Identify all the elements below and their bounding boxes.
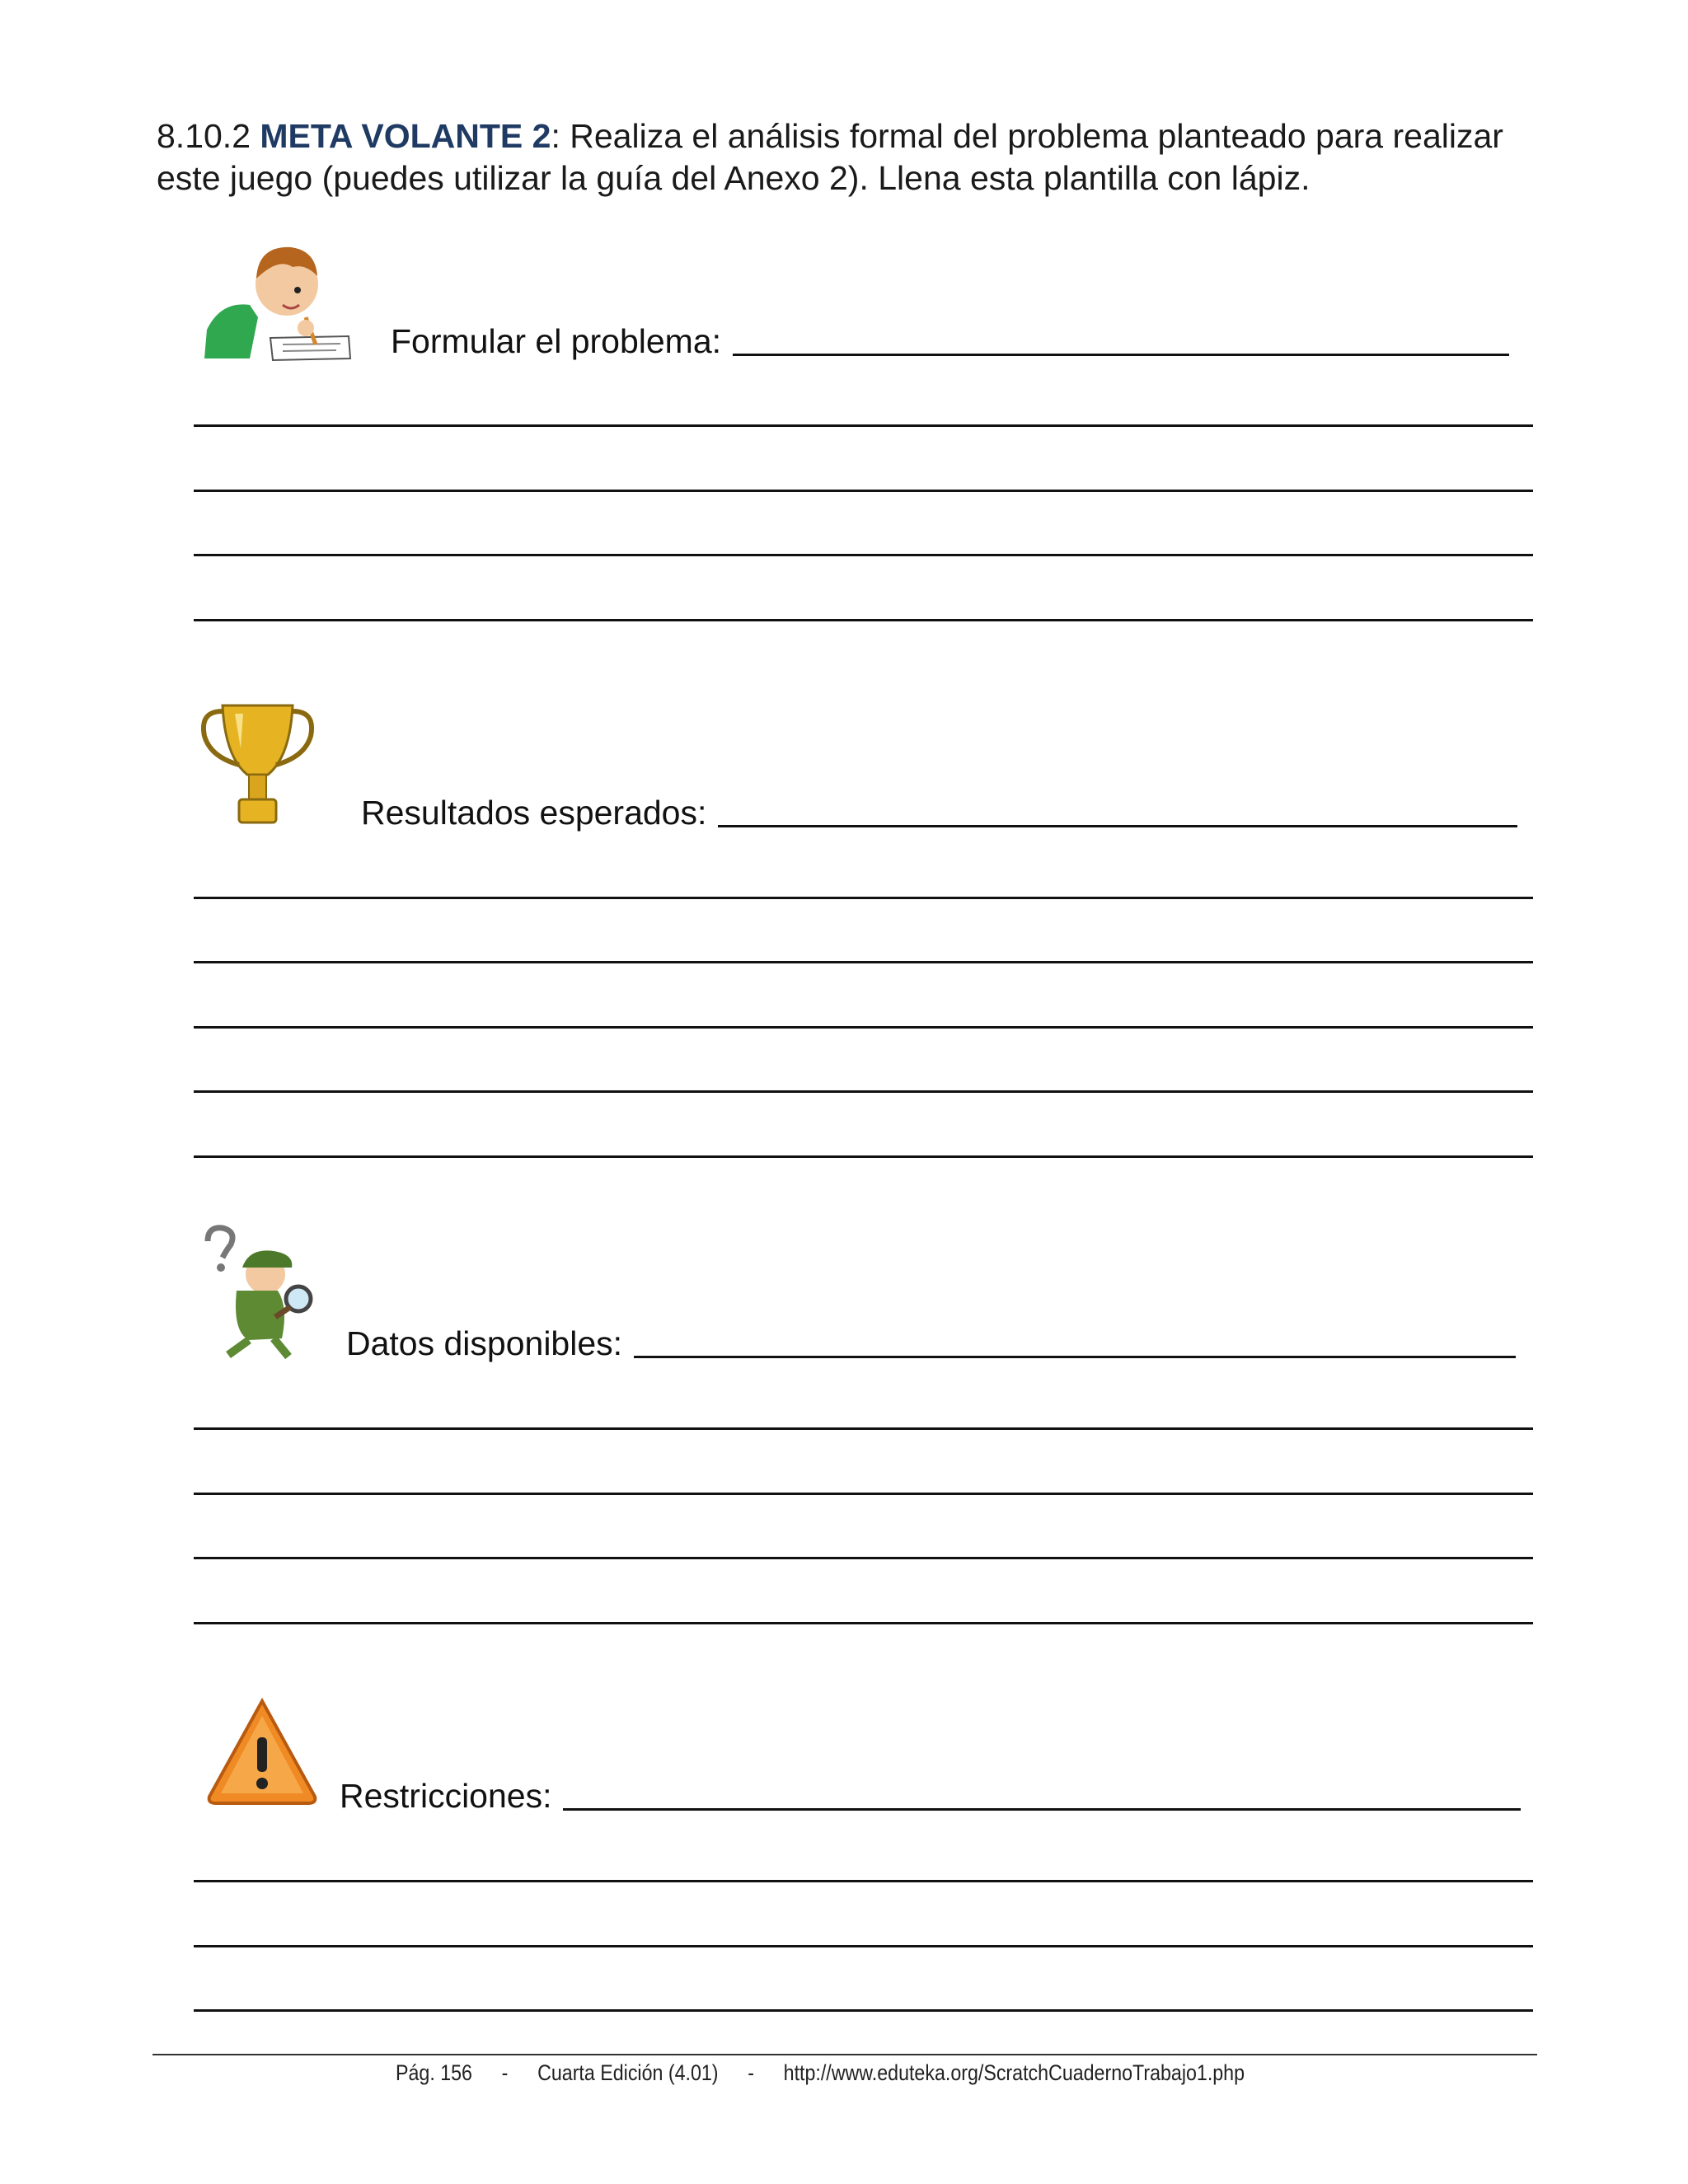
answer-line[interactable] [194, 490, 1533, 492]
meta-volante-title: META VOLANTE 2 [260, 117, 551, 155]
answer-line[interactable] [194, 1880, 1533, 1882]
answer-line[interactable] [634, 1356, 1516, 1358]
page-number: Pág. 156 [396, 2060, 472, 2085]
instruction-text: : Realiza el análisis formal del problema planteado para realizar este juego (puedes utilizar la guía del Anexo 2). Llena esta plantilla con lápiz. [157, 117, 1503, 197]
answer-line[interactable] [718, 825, 1517, 827]
edition-label: Cuarta Edición (4.01) [537, 2060, 719, 2085]
answer-line[interactable] [733, 354, 1509, 356]
answer-line[interactable] [194, 1427, 1533, 1430]
answer-line[interactable] [194, 961, 1533, 963]
student-writing-icon [200, 239, 353, 363]
footer-separator: - [748, 2060, 754, 2085]
trophy-icon [198, 699, 317, 831]
footer-divider [152, 2054, 1537, 2055]
warning-icon [204, 1696, 320, 1807]
answer-line[interactable] [563, 1808, 1521, 1811]
answer-line[interactable] [194, 1026, 1533, 1029]
answer-line[interactable] [194, 424, 1533, 427]
answer-line[interactable] [194, 1622, 1533, 1624]
answer-line[interactable] [194, 1945, 1533, 1947]
answer-line[interactable] [194, 554, 1533, 556]
section-label: Formular el problema: [391, 322, 722, 360]
answer-line[interactable] [194, 1493, 1533, 1495]
answer-line[interactable] [194, 897, 1533, 899]
instruction-heading [157, 115, 1541, 199]
detective-icon [191, 1225, 315, 1361]
section-label: Datos disponibles: [346, 1324, 623, 1362]
footer-separator: - [501, 2060, 509, 2085]
source-url-link[interactable]: http://www.eduteka.org/ScratchCuadernoTrabajo1.php [783, 2060, 1245, 2085]
answer-line[interactable] [194, 619, 1533, 621]
answer-line[interactable] [194, 1557, 1533, 1559]
page-footer [396, 2060, 1246, 2086]
section-label: Restricciones: [340, 1777, 552, 1815]
answer-line[interactable] [194, 2009, 1533, 2012]
answer-line[interactable] [194, 1155, 1533, 1158]
section-number: 8.10.2 [157, 117, 251, 155]
section-label: Resultados esperados: [361, 794, 707, 832]
answer-line[interactable] [194, 1090, 1533, 1093]
